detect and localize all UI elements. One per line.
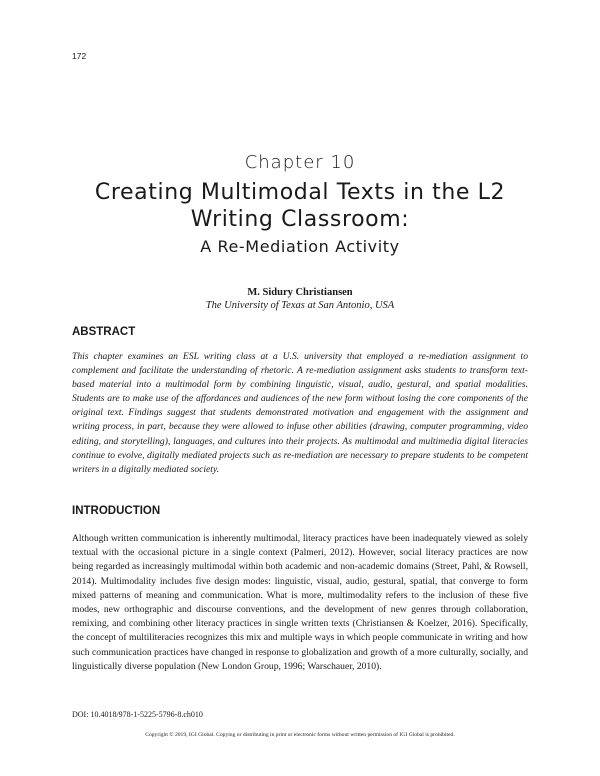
abstract-text: This chapter examines an ESL writing class at a U.S. university that employed a re-mediation assignment to complement and facilitate the understanding of rhetoric. A re-mediation assignment asks students to transform text-based material into a multimodal form by combining linguistic, visual, audio, gestural, and spatial modalities. Students are to make use of the affordances and audiences of the new form without losing the core components of the original text. Findings suggest that students demonstrated motivation and engagement with the assignment and writing process, in part, because they were allowed to infuse other abilities (drawing, computer programming, video editing, and storytelling), languages, and cultures into their projects. As multimodal and multimedia digital literacies continue to evolve, digitally mediated projects such as re-mediation are necessary to prepare students to be competent writers in a digitally mediated society.: [72, 351, 528, 475]
introduction-text: Although written communication is inherently multimodal, literacy practices have been inadequately viewed as solely textual with the occasional picture in a single context (Palmeri, 2012). However, social literacy practices are now being regarded as increasingly multimodal within both academic and non-academic domains (Street, Pahl, & Rowsell, 2014). Multimodality includes five design modes: linguistic, visual, audio, gestural, spatial, that converge to form mixed patterns of meaning and communication. What is more, multimodality refers to the inclusion of these five modes, new orthographic and discourse conventions, and the development of new genres through collaboration, remixing, and combining other literacy practices in single written texts (Christiansen & Koelzer, 2016). Specifically, the concept of multiliteracies recognizes this mix and multiple ways in which people communicate in writing and how such communication practices have changed in response to globalization and growth of a more culturally, socially, and linguistically diverse population (New London Group, 1996; Warschauer, 2010).: [72, 533, 528, 672]
author-name: M. Sidury Christiansen: [247, 287, 353, 298]
copyright-notice: Copyright © 2019, IGI Global. Copying or distributing in print or electronic forms without written permission of IGI Global is prohibited.: [145, 732, 455, 738]
author-affiliation: The University of Texas at San Antonio, USA: [205, 300, 395, 311]
introduction-heading: INTRODUCTION: [72, 505, 161, 517]
chapter-subtitle: A Re-Mediation Activity: [200, 237, 400, 256]
chapter-label: Chapter 10: [244, 152, 356, 173]
doi-line: DOI: 10.4018/978-1-5225-5796-8.ch010: [72, 710, 203, 719]
chapter-title: Creating Multimodal Texts in the L2 Writing Classroom:: [94, 180, 506, 232]
abstract-heading: ABSTRACT: [72, 326, 136, 338]
page-number: 172: [72, 51, 87, 61]
